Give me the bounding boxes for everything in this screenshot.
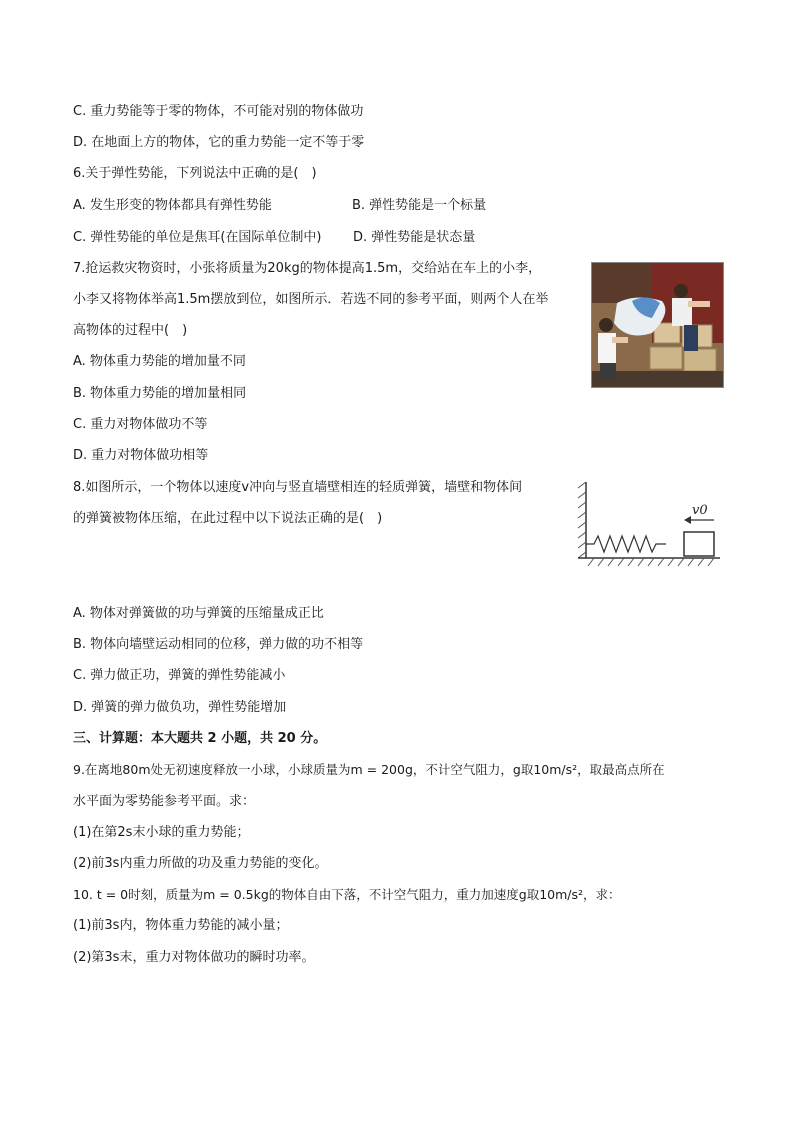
q8-option-c: C. 弹力做正功，弹簧的弹性势能减小 <box>73 668 286 683</box>
q5-option-d: D. 在地面上方的物体，它的重力势能一定不等于零 <box>73 135 365 150</box>
v0-label: v0 <box>692 503 708 518</box>
q9-part2: (2)前3s内重力所做的功及重力势能的变化。 <box>73 856 328 871</box>
q8-option-b: B. 物体向墙壁运动相同的位移，弹力做的功不相等 <box>73 637 364 652</box>
q7-option-d: D. 重力对物体做功相等 <box>73 448 209 463</box>
q6-option-d: D. 弹性势能是状态量 <box>353 230 476 245</box>
spring <box>586 536 666 552</box>
q7-stem-line1: 7.抢运救灾物资时，小张将质量为20kg的物体提高1.5m，交给站在车上的小李， <box>73 261 542 276</box>
q8-stem-line2: 的弹簧被物体压缩，在此过程中以下说法正确的是( ) <box>73 511 383 526</box>
q8-option-a: A. 物体对弹簧做的功与弹簧的压缩量成正比 <box>73 606 324 621</box>
q6-option-b: B. 弹性势能是一个标量 <box>352 198 487 213</box>
q8-spring-wall-figure <box>574 478 724 570</box>
q6-stem: 6.关于弹性势能，下列说法中正确的是( ) <box>73 166 317 181</box>
q9-stem-line1: 9.在离地80m处无初速度释放一小球，小球质量为m = 200g，不计空气阻力，g取10m/s²，取最高点所在 <box>73 762 665 777</box>
q7-option-b: B. 物体重力势能的增加量相同 <box>73 386 247 401</box>
q10-stem: 10. t = 0时刻，质量为m = 0.5kg的物体自由下落，不计空气阻力，重力加速度g取10m/s²，求： <box>73 887 621 902</box>
block <box>684 532 714 556</box>
q6-option-a: A. 发生形变的物体都具有弹性势能 <box>73 198 272 213</box>
q7-stem-line2: 小李又将物体举高1.5m摆放到位，如图所示．若选不同的参考平面，则两个人在举 <box>73 292 549 307</box>
q10-part1: (1)前3s内，物体重力势能的减小量； <box>73 918 289 933</box>
q9-stem-line2: 水平面为零势能参考平面。求： <box>73 794 256 809</box>
q5-option-c: C. 重力势能等于零的物体，不可能对别的物体做功 <box>73 104 364 119</box>
q9-part1: (1)在第2s末小球的重力势能； <box>73 825 250 840</box>
q7-option-a: A. 物体重力势能的增加量不同 <box>73 354 246 369</box>
q7-photo-loading-truck <box>591 262 724 388</box>
q7-option-c: C. 重力对物体做功不等 <box>73 417 208 432</box>
q7-stem-line3: 高物体的过程中( ) <box>73 323 188 338</box>
q8-option-d: D. 弹簧的弹力做负功，弹性势能增加 <box>73 700 287 715</box>
section3-heading: 三、计算题：本大题共 2 小题，共 20 分。 <box>73 731 327 746</box>
q8-stem-line1: 8.如图所示，一个物体以速度v冲向与竖直墙壁相连的轻质弹簧，墙壁和物体间 <box>73 480 523 495</box>
q6-option-c: C. 弹性势能的单位是焦耳(在国际单位制中) <box>73 230 322 245</box>
q10-part2: (2)第3s末，重力对物体做功的瞬时功率。 <box>73 950 315 965</box>
